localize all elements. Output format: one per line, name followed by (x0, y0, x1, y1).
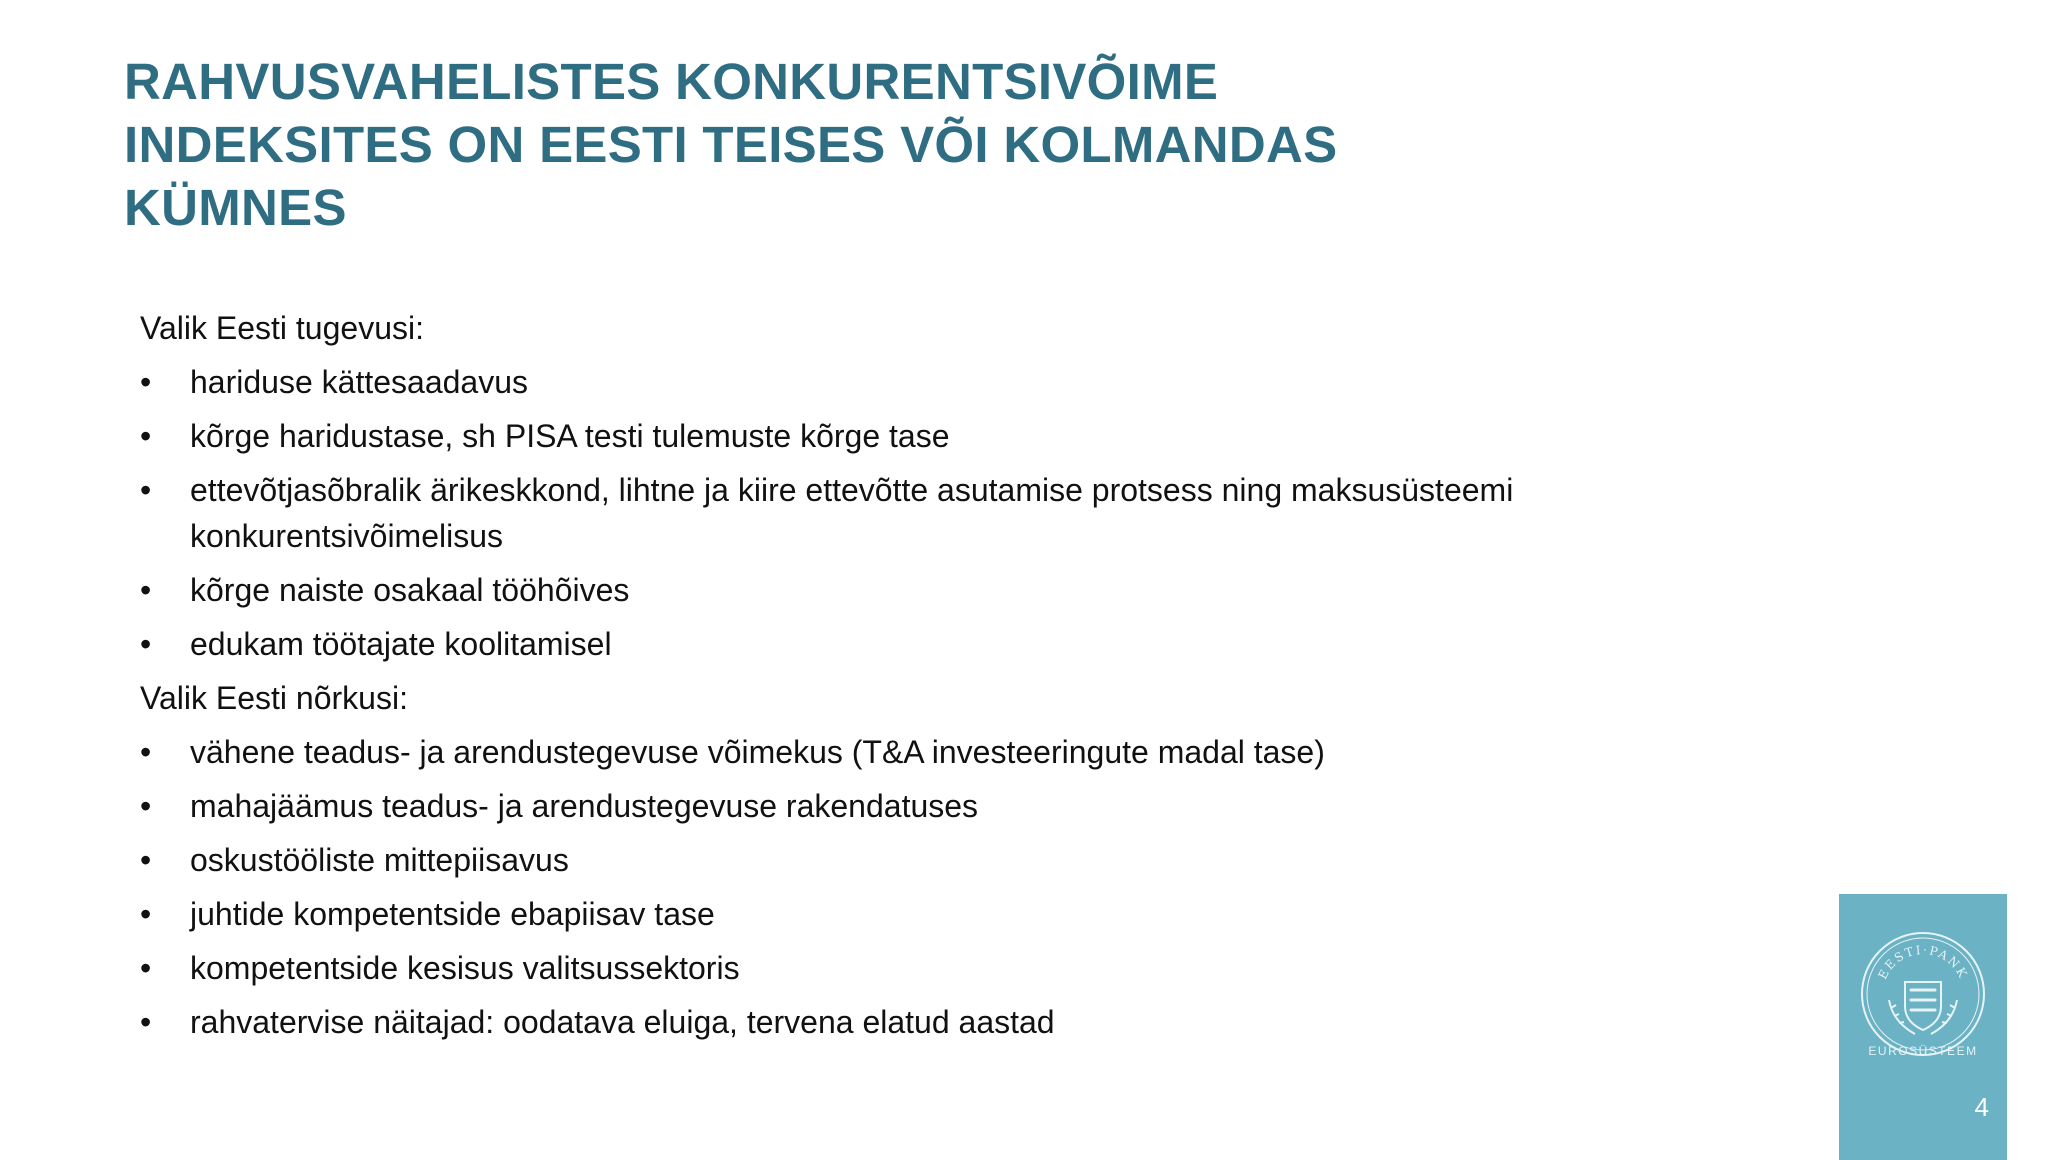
bullet-icon: • (140, 950, 152, 986)
bullet-icon: • (140, 364, 152, 400)
eurosysteem-label: EUROSÜSTEEM (1868, 1044, 1978, 1058)
bullet-icon: • (140, 788, 152, 824)
title-line-1: RAHVUSVAHELISTES KONKURENTSIVÕIME (124, 53, 1219, 110)
weaknesses-heading: Valik Eesti nõrkusi: (140, 680, 408, 716)
list-item-text: edukam töötajate koolitamisel (190, 626, 612, 662)
slide-title (124, 50, 1424, 239)
strengths-list (140, 359, 1700, 667)
list-item (140, 783, 1700, 829)
page-number: 4 (1974, 1092, 1989, 1122)
bullet-icon: • (140, 418, 152, 454)
list-item-text: kõrge haridustase, sh PISA testi tulemuste kõrge tase (190, 418, 950, 454)
title-line-3: KÜMNES (124, 179, 347, 236)
list-item (140, 621, 1700, 667)
list-item-text: mahajäämus teadus- ja arendustegevuse rakendatuses (190, 788, 979, 824)
bullet-icon: • (140, 1004, 152, 1040)
bullet-icon: • (140, 572, 152, 608)
list-item-text: oskustööliste mittepiisavus (190, 842, 569, 878)
slide-body (140, 305, 1700, 1053)
list-item (140, 891, 1700, 937)
list-item (140, 945, 1700, 991)
list-item-text: rahvatervise näitajad: oodatava eluiga, tervena elatud aastad (190, 1004, 1055, 1040)
bullet-icon: • (140, 472, 152, 508)
bullet-icon: • (140, 896, 152, 932)
seal-text: EESTI·PANK (1875, 942, 1971, 982)
list-item (140, 359, 1700, 405)
list-item (140, 567, 1700, 613)
bullet-icon: • (140, 734, 152, 770)
list-item-text: ettevõtjasõbralik ärikeskkond, lihtne ja kiire ettevõtte asutamise protsess ning maksusüsteemi konkurentsivõimelisus (190, 472, 1514, 554)
list-item-text: kompetentside kesisus valitsussektoris (190, 950, 740, 986)
bullet-icon: • (140, 842, 152, 878)
list-item (140, 999, 1700, 1045)
list-item-text: kõrge naiste osakaal tööhõives (190, 572, 630, 608)
list-item-text: juhtide kompetentside ebapiisav tase (190, 896, 715, 932)
list-item (140, 729, 1700, 775)
eesti-pank-logo-panel (1839, 894, 2007, 1160)
list-item (140, 837, 1700, 883)
weaknesses-list (140, 729, 1700, 1045)
list-item (140, 413, 1700, 459)
list-item-text: vähene teadus- ja arendustegevuse võimekus (T&A investeeringute madal tase) (190, 734, 1325, 770)
eesti-pank-seal-icon (1859, 930, 1987, 1058)
bullet-icon: • (140, 626, 152, 662)
title-line-2: INDEKSITES ON EESTI TEISES VÕI KOLMANDAS (124, 116, 1338, 173)
list-item-text: hariduse kättesaadavus (190, 364, 528, 400)
strengths-heading: Valik Eesti tugevusi: (140, 310, 424, 346)
list-item (140, 467, 1700, 559)
